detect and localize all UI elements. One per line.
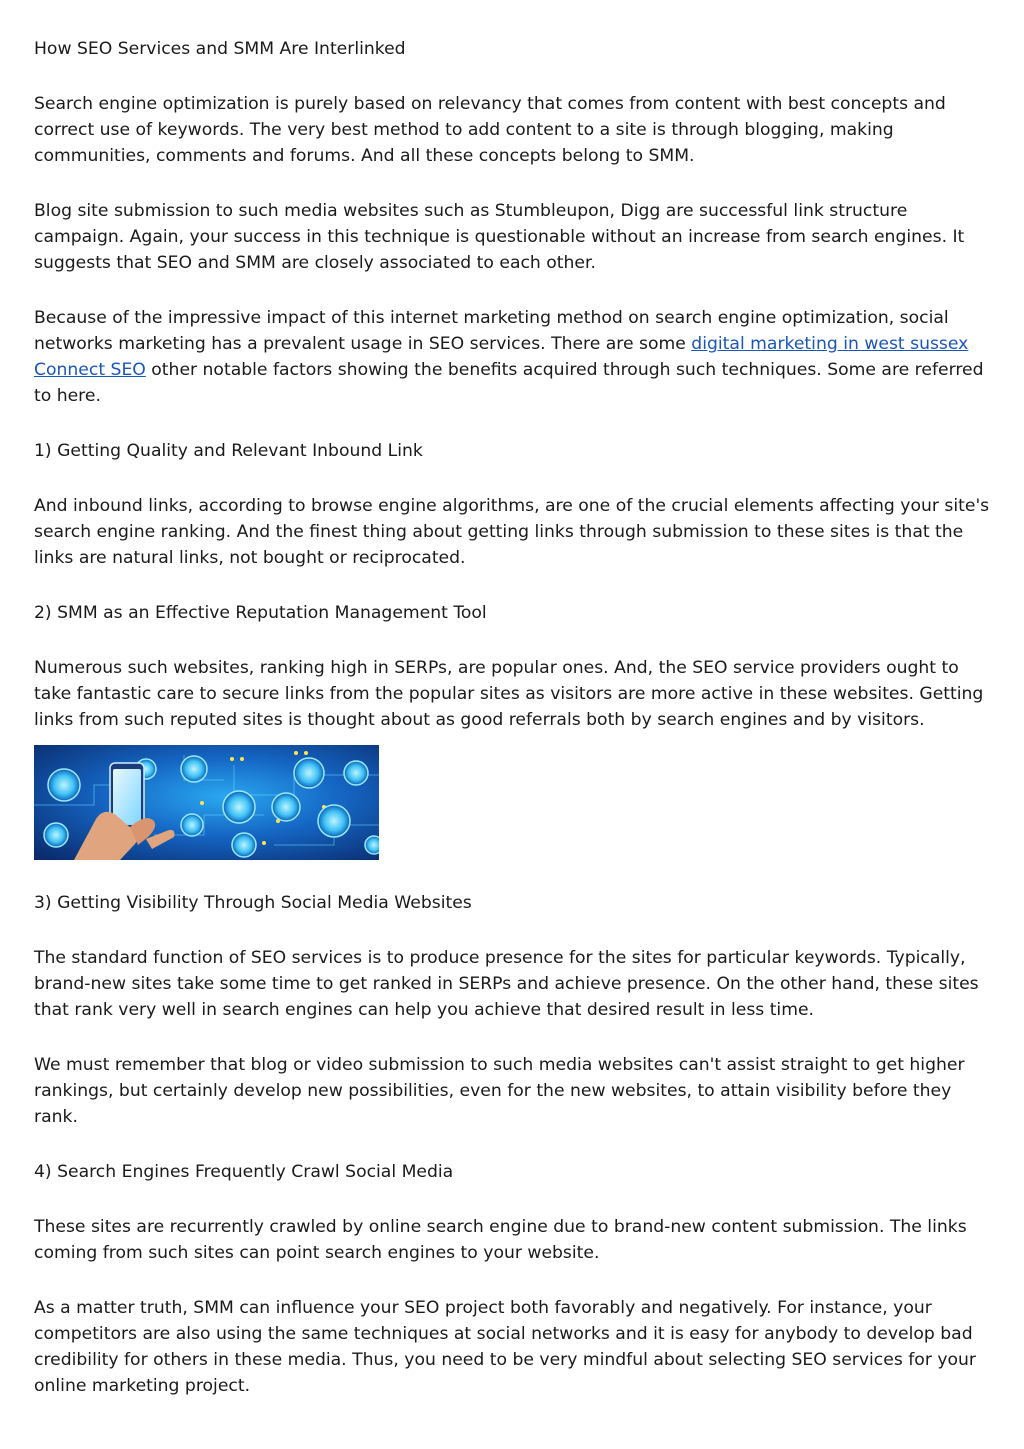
paragraph: Search engine optimization is purely based on relevancy that comes from content with best concepts and correct use of keywords. The very best method to add content to a site is through blogging, making communities, comments and forums. And all these concepts belong to SMM. <box>34 94 946 166</box>
section-heading: 4) Search Engines Frequently Crawl Social Media <box>34 1162 454 1182</box>
paragraph: And inbound links, according to browse engine algorithms, are one of the crucial elements affecting your site's search engine ranking. And the finest thing about getting links through submission to these sites is that the links are natural links, not bought or reciprocated. <box>34 496 990 568</box>
section-heading: 1) Getting Quality and Relevant Inbound Link <box>34 441 423 461</box>
paragraph: As a matter truth, SMM can influence your SEO project both favorably and negatively. For instance, your competitors are also using the same techniques at social networks and it is easy for anybody to develop bad credibility for others in these media. Thus, you need to be very mindful about selecting SEO services for your online marketing project. <box>34 1298 976 1396</box>
paragraph: These sites are recurrently crawled by online search engine due to brand-new content submission. The links coming from such sites can point search engines to your website. <box>34 1217 967 1263</box>
paragraph-text: Because of the impressive impact of this internet marketing method on search engine optimization, social networks marketing has a prevalent usage in SEO services. There are some <box>34 308 949 354</box>
paragraph-with-link <box>34 305 990 409</box>
paragraph: The standard function of SEO services is to produce presence for the sites for particular keywords. Typically, brand-new sites take some time to get ranked in SERPs and achieve presence. On the other hand, these sites that rank very well in search engines can help you achieve that desired result in less time. <box>34 948 979 1020</box>
document-title: How SEO Services and SMM Are Interlinked <box>34 39 406 59</box>
paragraph: Numerous such websites, ranking high in SERPs, are popular ones. And, the SEO service providers ought to take fantastic care to secure links from the popular sites as visitors are more active in these websites. Getting links from such reputed sites is thought about as good referrals both by search engines and by visitors. <box>34 658 984 730</box>
section-heading: 3) Getting Visibility Through Social Media Websites <box>34 893 472 913</box>
paragraph: Blog site submission to such media websites such as Stumbleupon, Digg are successful link structure campaign. Again, your success in this technique is questionable without an increase from search engines. It suggests that SEO and SMM are closely associated to each other. <box>34 201 965 273</box>
social-media-image <box>34 745 379 860</box>
document-body <box>34 36 990 1428</box>
paragraph-text: other notable factors showing the benefits acquired through such techniques. Some are referred to here. <box>34 360 984 406</box>
section-heading: 2) SMM as an Effective Reputation Management Tool <box>34 603 487 623</box>
social-media-network-illustration-icon <box>34 745 379 860</box>
digital-marketing-link[interactable]: digital marketing in west sussex Connect SEO <box>34 334 969 380</box>
paragraph: We must remember that blog or video submission to such media websites can't assist straight to get higher rankings, but certainly develop new possibilities, even for the new websites, to attain visibility before they rank. <box>34 1055 965 1127</box>
